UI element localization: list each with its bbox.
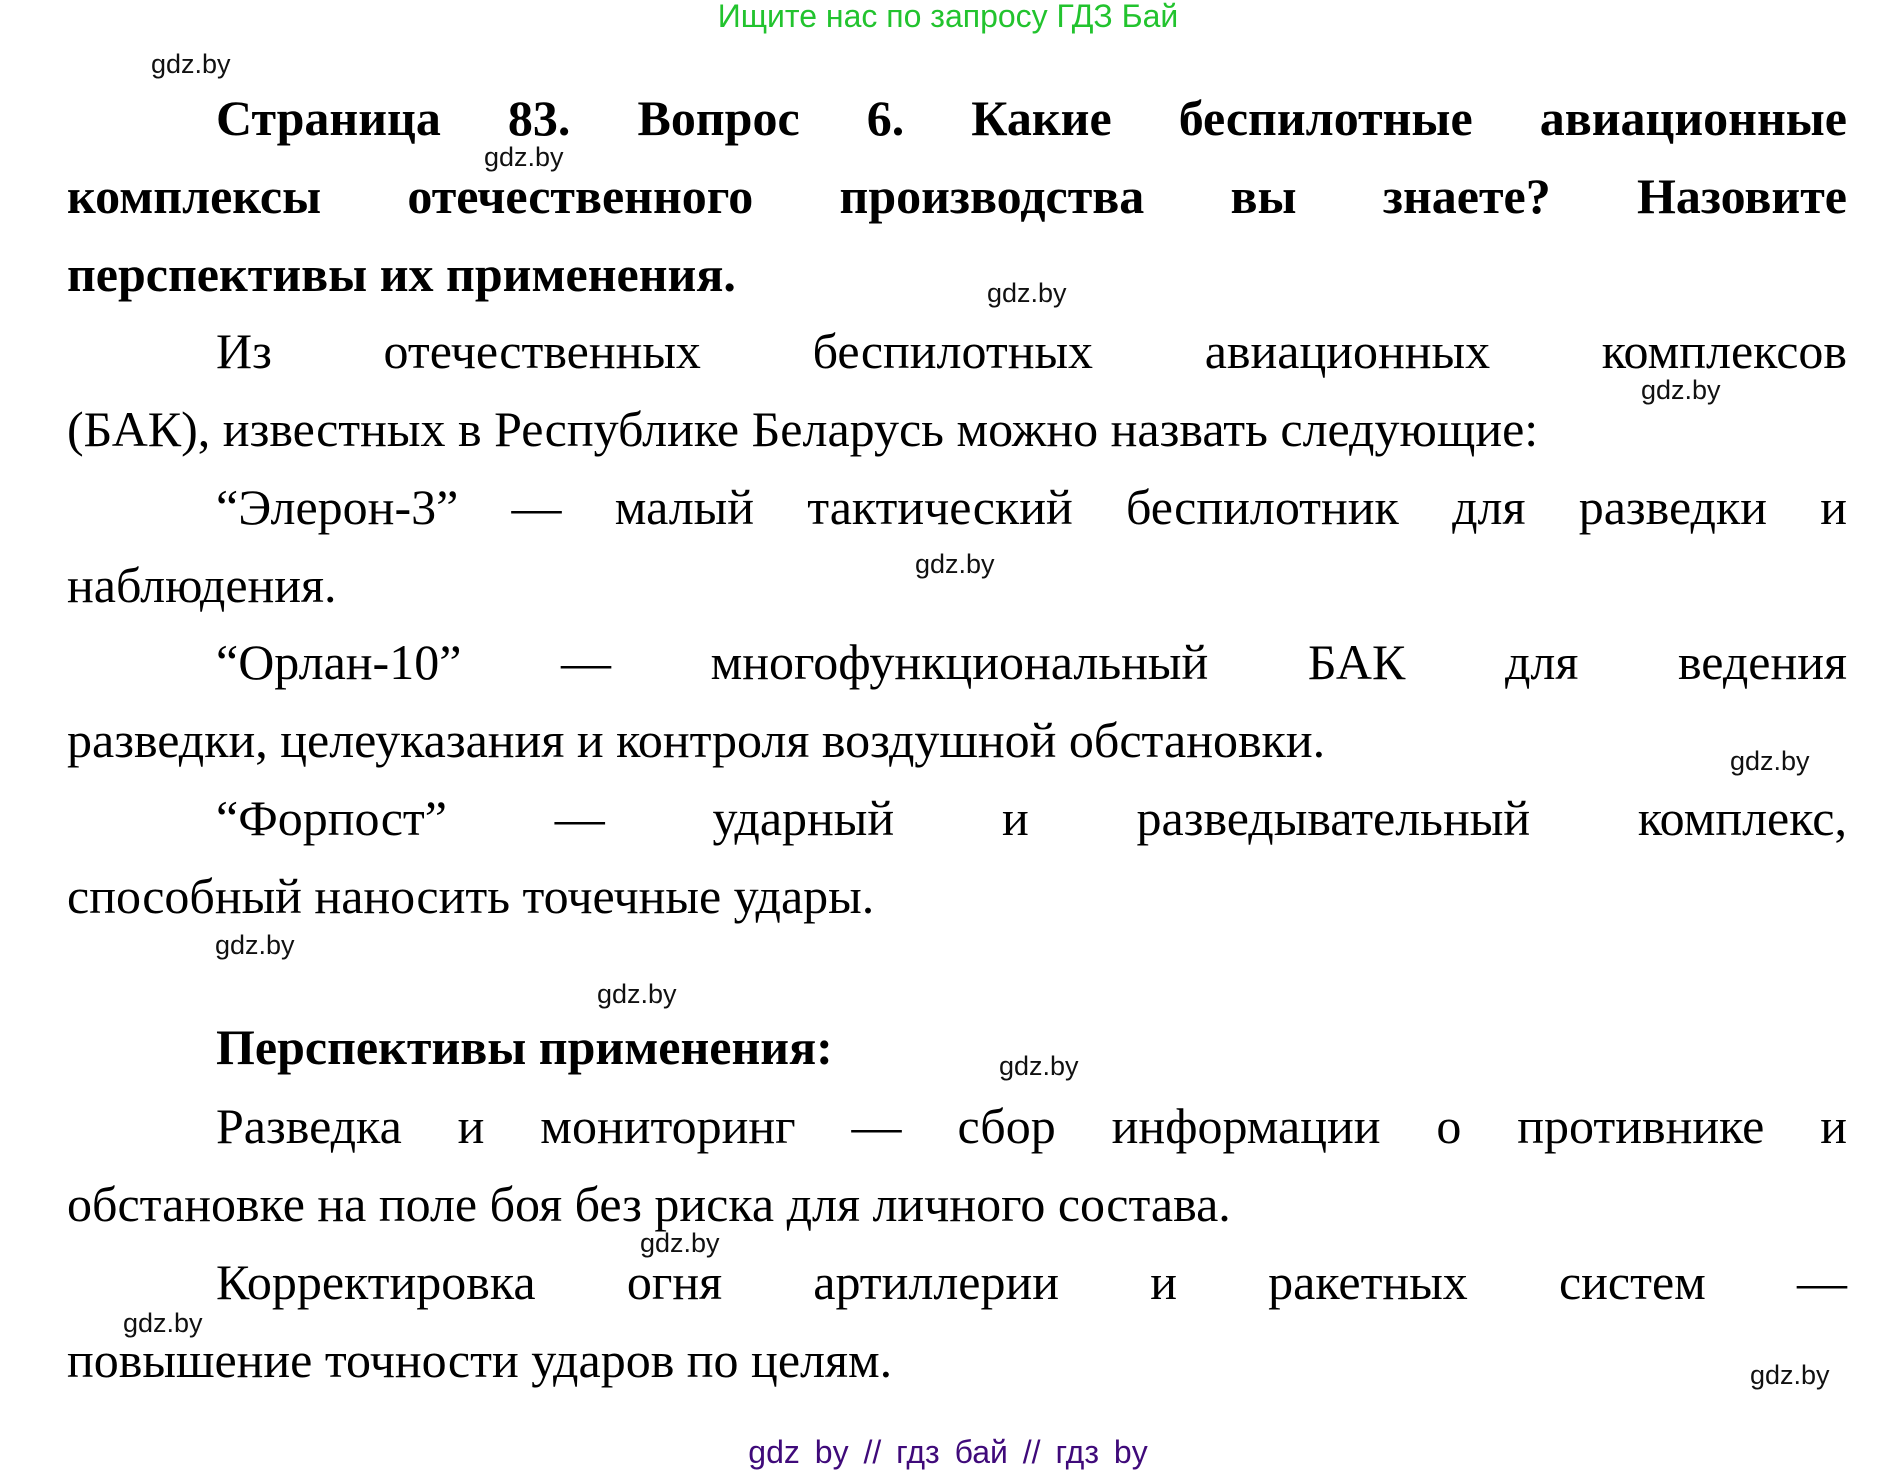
question-title-line: перспективы их применения. bbox=[67, 246, 736, 302]
watermark: gdz.by bbox=[915, 549, 995, 579]
answer-line: разведки, целеуказания и контроля воздушной обстановки. bbox=[67, 712, 1326, 768]
watermark: gdz.by bbox=[1641, 375, 1721, 405]
perspective-line: повышение точности ударов по целям. bbox=[67, 1332, 893, 1388]
answer-line: способный наносить точечные удары. bbox=[67, 868, 875, 924]
answer-line: наблюдения. bbox=[67, 557, 337, 613]
answer-line: “Форпост” — ударный и разведывательный комплекс, bbox=[216, 790, 1847, 846]
search-banner: Ищите нас по запросу ГДЗ Бай bbox=[717, 0, 1179, 34]
answer-line: (БАК), известных в Республике Беларусь можно назвать следующие: bbox=[67, 401, 1539, 457]
watermark: gdz.by bbox=[484, 142, 564, 172]
perspective-line: Корректировка огня артиллерии и ракетных систем — bbox=[216, 1254, 1847, 1310]
watermark: gdz.by bbox=[123, 1308, 203, 1338]
answer-line: Из отечественных беспилотных авиационных комплексов bbox=[216, 323, 1847, 379]
answer-line: “Элерон-3” — малый тактический беспилотник для разведки и bbox=[216, 479, 1847, 535]
watermark: gdz.by bbox=[215, 930, 295, 960]
question-title-line: комплексы отечественного производства вы знаете? Назовите bbox=[67, 168, 1847, 224]
watermark: gdz.by bbox=[1730, 746, 1810, 776]
footer-links: gdz by // гдз бай // гдз by bbox=[748, 1434, 1148, 1470]
watermark: gdz.by bbox=[640, 1228, 720, 1258]
perspective-line: Разведка и мониторинг — сбор информации о противнике и bbox=[216, 1098, 1847, 1154]
watermark: gdz.by bbox=[1750, 1360, 1830, 1390]
watermark: gdz.by bbox=[151, 49, 231, 79]
watermark: gdz.by bbox=[999, 1051, 1079, 1081]
perspectives-heading: Перспективы применения: bbox=[216, 1019, 833, 1075]
watermark: gdz.by bbox=[597, 979, 677, 1009]
perspective-line: обстановке на поле боя без риска для личного состава. bbox=[67, 1176, 1231, 1232]
answer-line: “Орлан-10” — многофункциональный БАК для ведения bbox=[216, 634, 1847, 690]
watermark: gdz.by bbox=[987, 278, 1067, 308]
question-title-line: Страница 83. Вопрос 6. Какие беспилотные авиационные bbox=[216, 90, 1847, 146]
